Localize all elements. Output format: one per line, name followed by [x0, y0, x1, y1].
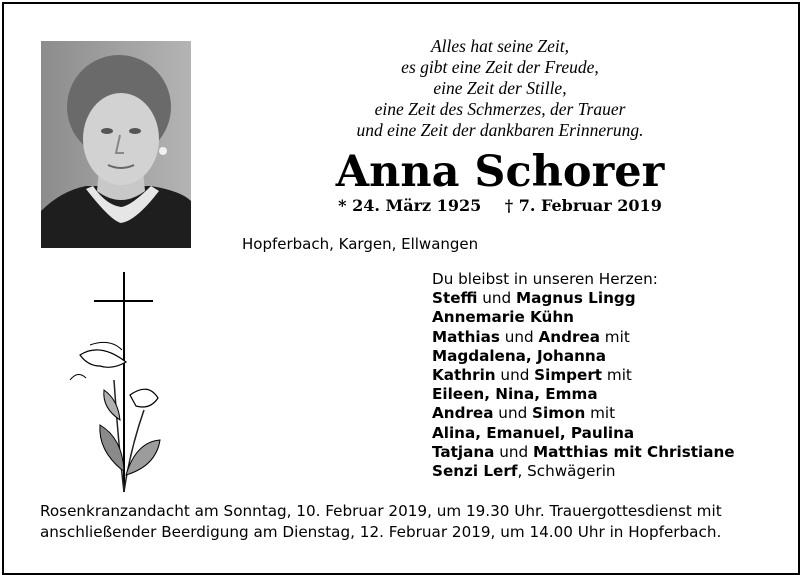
mourner-name: Mathias — [432, 327, 500, 346]
poem-line: eine Zeit des Schmerzes, der Trauer — [374, 99, 626, 119]
mourner-name: Magnus Lingg — [516, 289, 636, 308]
mourner-line — [432, 462, 735, 481]
mourner-connector: und — [499, 327, 539, 346]
mourner-name: Matthias mit Christiane — [533, 442, 735, 461]
birth-date: * 24. März 1925 — [338, 196, 482, 215]
mourner-line — [432, 308, 735, 327]
mourner-name: Senzi Lerf — [432, 462, 518, 481]
deceased-name: Anna Schorer — [335, 147, 665, 197]
mourner-line — [432, 289, 735, 308]
mourner-name: Simon — [532, 404, 586, 423]
mourner-name: Kathrin — [432, 366, 496, 385]
mourner-connector: mit — [599, 327, 630, 346]
mourner-line — [432, 328, 735, 347]
life-dates — [300, 195, 700, 217]
mourner-line — [432, 404, 735, 423]
service-line: Rosenkranzandacht am Sonntag, 10. Februar 2019, um 19.30 Uhr. Trauergottesdienst mit — [40, 502, 722, 520]
mourner-connector: mit — [585, 404, 616, 423]
death-date: † 7. Februar 2019 — [504, 196, 662, 215]
mourner-name: Magdalena, Johanna — [432, 346, 606, 365]
poem — [300, 36, 700, 141]
mourner-connector: und — [477, 289, 516, 308]
mourner-name: Simpert — [534, 366, 603, 385]
service-info — [40, 501, 770, 543]
mourner-connector: und — [493, 404, 533, 423]
mourner-line — [432, 347, 735, 366]
mourners-lines — [432, 289, 735, 481]
mourner-name: Annemarie Kühn — [432, 308, 574, 327]
poem-line: Alles hat seine Zeit, — [430, 36, 570, 56]
mourner-name: Eileen, Nina, Emma — [432, 385, 598, 404]
mourner-connector: und — [494, 442, 533, 461]
mourner-line — [432, 443, 735, 462]
cross-lily-icon — [60, 270, 190, 500]
service-line: anschließender Beerdigung am Dienstag, 12. Februar 2019, um 14.00 Uhr in Hopferbach. — [40, 523, 722, 541]
mourners-list — [432, 270, 735, 481]
poem-line: eine Zeit der Stille, — [433, 78, 567, 98]
mourner-connector: , Schwägerin — [517, 462, 616, 481]
mourner-connector: und — [495, 366, 535, 385]
mourner-name: Andrea — [432, 404, 494, 423]
mourner-line — [432, 385, 735, 404]
poem-line: und eine Zeit der dankbaren Erinnerung. — [356, 120, 644, 140]
mourner-name: Tatjana — [432, 442, 495, 461]
poem-line: es gibt eine Zeit der Freude, — [401, 57, 599, 77]
portrait-photo — [41, 41, 191, 248]
mourner-name: Steffi — [432, 289, 478, 308]
mourner-name: Alina, Emanuel, Paulina — [432, 423, 635, 442]
mourner-line — [432, 424, 735, 443]
mourners-intro: Du bleibst in unseren Herzen: — [432, 270, 658, 288]
mourner-line — [432, 366, 735, 385]
mourner-name: Andrea — [538, 327, 600, 346]
mourner-connector: mit — [602, 366, 632, 385]
hometowns: Hopferbach, Kargen, Ellwangen — [242, 235, 479, 253]
